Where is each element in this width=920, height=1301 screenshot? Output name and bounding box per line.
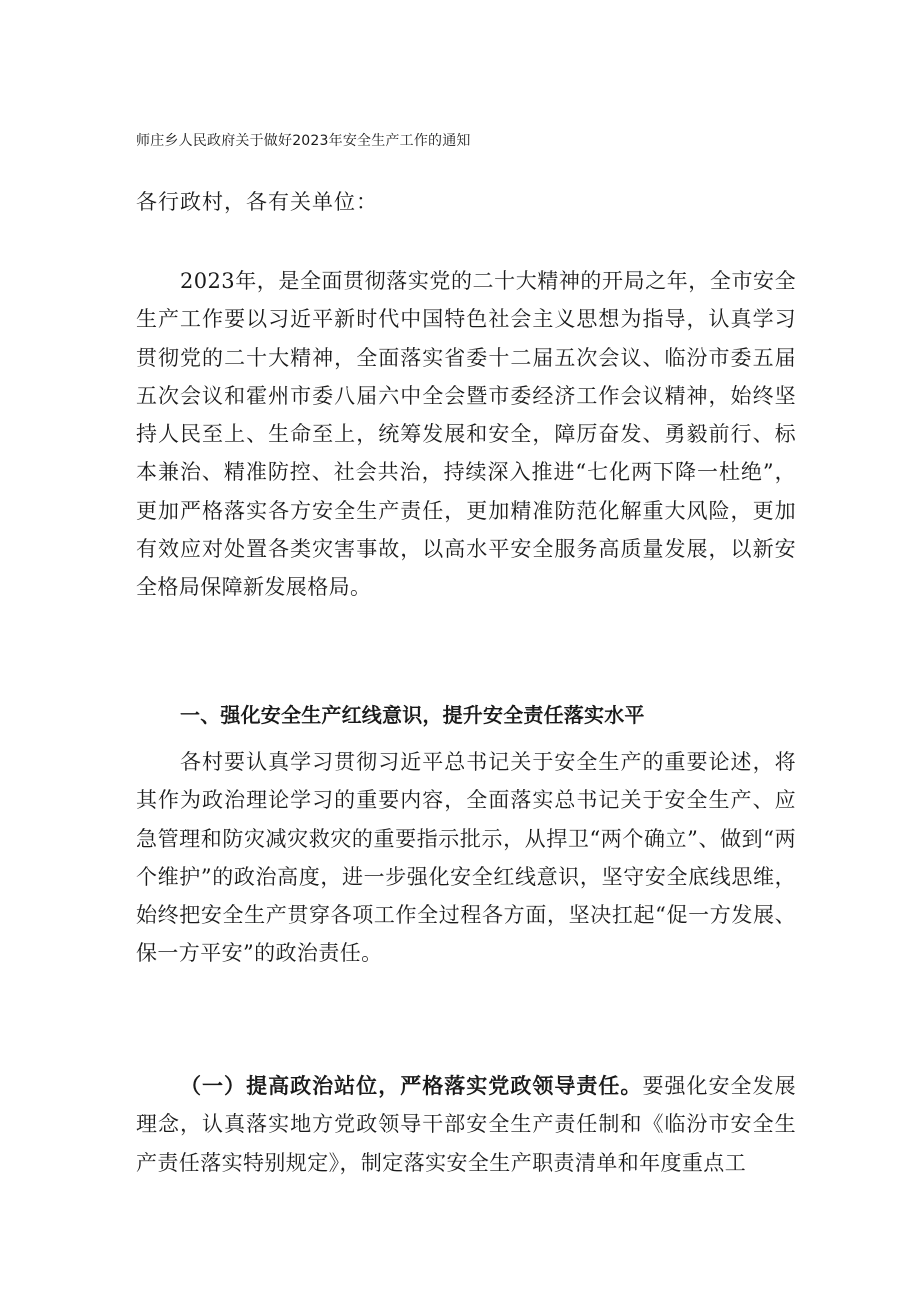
salutation: 各行政村，各有关单位： <box>136 190 378 214</box>
subsection-1-lead: （一）提高政治站位，严格落实党政领导责任。 <box>180 1073 643 1098</box>
paragraph-intro: 2023年，是全面贯彻落实党的二十大精神的开局之年，全市安全生产工作要以习近平新时代中国特色社会主义思想为指导，认真学习贯彻党的二十大精神，全面落实省委十二届五次会议、临汾市委五届五次会议和霍州市委八届六中全会暨市委经济工作会议精神，始终坚持人民至上、生命至上，统筹发展和安全，障厉奋发、勇毅前行、标本兼治、精准防控、社会共治，持续深入推进“七化两下降一杜绝”，更加严格落实各方安全生产责任，更加精准防范化解重大风险，更加有效应对处置各类灾害事故，以高水平安全服务高质量发展，以新安全格局保障新发展格局。 <box>136 269 796 600</box>
paragraph-section-1: 各村要认真学习贯彻习近平总书记关于安全生产的重要论述，将其作为政治理论学习的重要内容，全面落实总书记关于安全生产、应急管理和防灾减灾救灾的重要指示批示，从捍卫“两个确立”、做到“两个维护”的政治高度，进一步强化安全红线意识，坚守安全底线思维，始终把安全生产贯穿各项工作全过程各方面，坚决扛起“促一方发展、保一方平安”的政治责任。 <box>136 750 796 966</box>
section-heading-1: 一、强化安全生产红线意识，提升安全责任落实水平 <box>180 703 645 727</box>
document-title: 师庄乡人民政府关于做好2023年安全生产工作的通知 <box>136 133 471 149</box>
paragraph-subsection-1 <box>136 1067 796 1182</box>
subsection-1-body: 要强化安全发展理念，认真落实地方党政领导干部安全生产责任制和《临汾市安全生产责任落实特别规定》，制定落实安全生产职责清单和年度重点工 <box>136 1074 796 1175</box>
